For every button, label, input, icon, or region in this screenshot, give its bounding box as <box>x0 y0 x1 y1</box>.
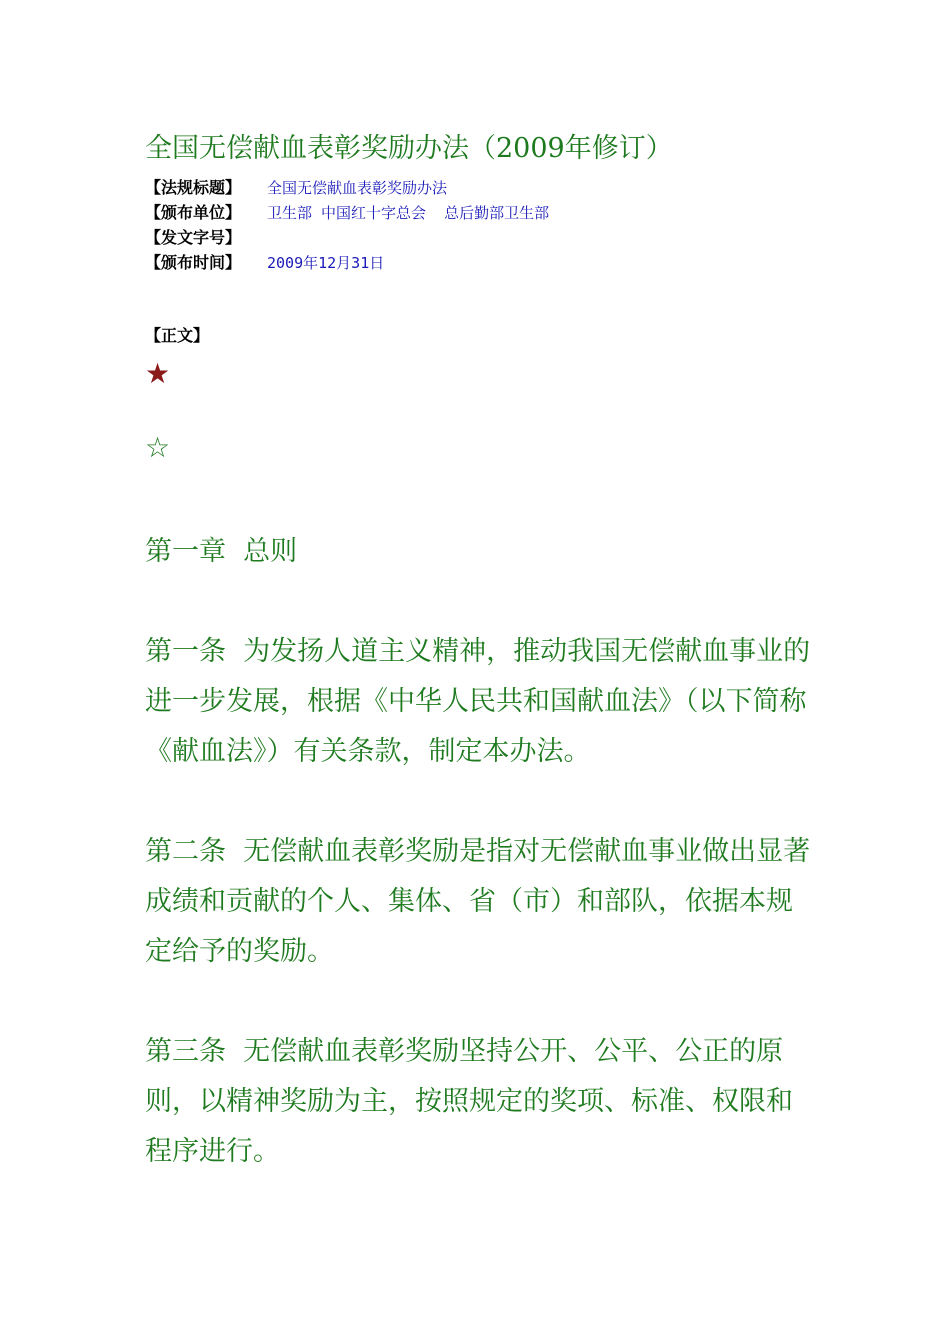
chapter-title: 第一章 总则 <box>145 536 298 567</box>
meta-row-title <box>145 175 549 200</box>
meta-label: 【发文字号】 <box>145 228 242 247</box>
article-text: 第一条 为发扬人道主义精神，推动我国无偿献血事业的进一步发展，根据《中华人民共和国献血法》（以下简称《献血法》）有关条款，制定本办法。 <box>145 636 811 767</box>
meta-label: 【颁布时间】 <box>145 253 242 272</box>
metadata-block <box>145 175 549 275</box>
document-content <box>145 527 815 1227</box>
body-label: 【正文】 <box>145 326 210 345</box>
meta-row-doc-number <box>145 225 549 250</box>
article-text: 第三条 无偿献血表彰奖励坚持公开、公平、公正的原则，以精神奖励为主，按照规定的奖项、标准、权限和程序进行。 <box>145 1036 793 1167</box>
article-1 <box>145 627 815 777</box>
article-2 <box>145 827 815 977</box>
meta-value: 2009年12月31日 <box>267 254 385 272</box>
meta-label: 【颁布单位】 <box>145 203 242 222</box>
meta-value: 卫生部 中国红十字总会 总后勤部卫生部 <box>267 204 550 222</box>
article-text: 第二条 无偿献血表彰奖励是指对无偿献血事业做出显著成绩和贡献的个人、集体、省（市）和部队，依据本规定给予的奖励。 <box>145 836 811 967</box>
article-3 <box>145 1027 815 1177</box>
meta-row-date <box>145 250 549 275</box>
filled-star-icon: ★ <box>145 357 171 390</box>
document-title: 全国无偿献血表彰奖励办法（2009年修订） <box>145 133 673 164</box>
meta-row-issuer <box>145 200 549 225</box>
outline-star-icon: ☆ <box>145 431 171 464</box>
meta-label: 【法规标题】 <box>145 178 242 197</box>
meta-value: 全国无偿献血表彰奖励办法 <box>267 179 448 197</box>
